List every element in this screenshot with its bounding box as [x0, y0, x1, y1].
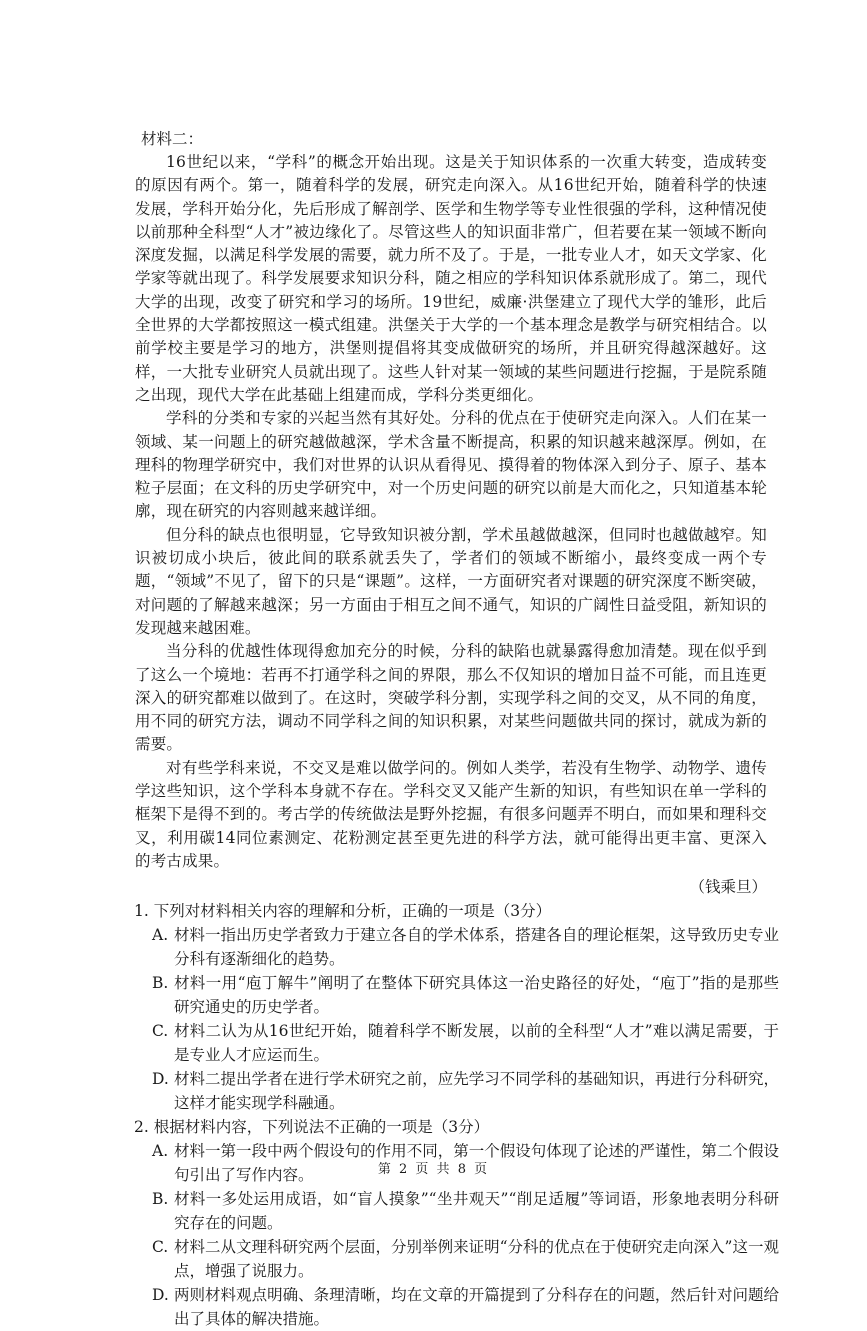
- option-text: 材料一指出历史学者致力于建立各自的学术体系，搭建各自的理论框架，这导致历史专业分科有逐渐细化的趋势。: [174, 926, 779, 969]
- option-text: 材料二认为从16世纪开始，随着科学不断发展，以前的全科型“人才”难以满足需要，于是专业人才应运而生。: [174, 1022, 779, 1065]
- option-letter: D.: [152, 1286, 169, 1305]
- option-letter: A.: [152, 1142, 169, 1161]
- page-footer: 第 2 页 共 8 页: [377, 1162, 490, 1177]
- question-1-option-d: [152, 1067, 779, 1115]
- option-text: 材料一用“庖丁解牛”阐明了在整体下研究具体这一治史路径的好处，“庖丁”指的是那些研究通史的历史学者。: [174, 974, 779, 1017]
- question-2-option-b: [152, 1187, 779, 1235]
- option-text: 材料二从文理科研究两个层面，分别举例来证明“分科的优点在于使研究走向深入”这一观点，增强了说服力。: [174, 1238, 779, 1281]
- question-1: [134, 899, 779, 1115]
- question-2: [134, 1115, 779, 1331]
- question-1-stem: 1. 下列对材料相关内容的理解和分析，正确的一项是（3分）: [134, 902, 552, 921]
- option-letter: C.: [152, 1238, 169, 1257]
- material-paragraph-1: 16世纪以来，“学科”的概念开始出现。这是关于知识体系的一次重大转变，造成转变的原因有两个。第一，随着科学的发展，研究走向深入。从16世纪开始，随着科学的快速发展，学科开始分化，先后形成了解剖学、医学和生物学等专业性很强的学科，这种情况使以前那种全科型“人才”被边缘化了。尽管这些人的知识面非常广，但若要在某一领域不断向深度发掘，以满足科学发展的需要，就力所不及了。于是，一批专业人才，如天文学家、化学家等就出现了。科学发展要求知识分科，随之相应的学科知识体系就形成了。第二，现代大学的出现，改变了研究和学习的场所。19世纪，威廉·洪堡建立了现代大学的雏形，此后全世界的大学都按照这一模式组建。洪堡关于大学的一个基本理念是教学与研究相结合。以前学校主要是学习的地方，洪堡则提倡将其变成做研究的场所，并且研究得越深越好。这样，一大批专业研究人员就出现了。这些人针对某一领域的某些问题进行挖掘，于是院系随之出现，现代大学在此基础上组建而成，学科分类更细化。: [135, 153, 767, 404]
- option-letter: B.: [152, 974, 169, 993]
- question-1-option-c: [152, 1019, 779, 1067]
- option-text: 材料二提出学者在进行学术研究之前，应先学习不同学科的基础知识，再进行分科研究，这样才能实现学科融通。: [174, 1070, 779, 1113]
- question-2-stem: 2. 根据材料内容，下列说法不正确的一项是（3分）: [134, 1118, 490, 1137]
- option-letter: D.: [152, 1070, 169, 1089]
- option-text: 材料一第一段中两个假设句的作用不同，第一个假设句体现了论述的严谨性，第二个假设句引出了写作内容。: [174, 1142, 779, 1185]
- question-1-option-b: [152, 971, 779, 1019]
- material-title: 材料二：: [141, 130, 204, 148]
- author-attribution: （钱乘旦）: [689, 878, 767, 897]
- material-paragraph-4: 当分科的优越性体现得愈加充分的时候，分科的缺陷也就暴露得愈加清楚。现在似乎到了这么一个境地：若再不打通学科之间的界限，那么不仅知识的增加日益不可能，而且连更深入的研究都难以做到了。在这时，突破学科分割，实现学科之间的交叉，从不同的角度，用不同的研究方法，调动不同学科之间的知识积累，对某些问题做共同的探讨，就成为新的需要。: [135, 642, 767, 754]
- question-2-option-c: [152, 1235, 779, 1283]
- option-text: 两则材料观点明确、条理清晰，均在文章的开篇提到了分科存在的问题，然后针对问题给出了具体的解决措施。: [174, 1286, 779, 1329]
- material-paragraph-3: 但分科的缺点也很明显，它导致知识被分割，学术虽越做越深，但同时也越做越窄。知识被切成小块后，彼此间的联系就丢失了，学者们的领域不断缩小，最终变成一两个专题，“领域”不见了，留下的只是“课题”。这样，一方面研究者对课题的研究深度不断突破，对问题的了解越来越深；另一方面由于相互之间不通气，知识的广阔性日益受阻，新知识的发现越来越困难。: [135, 525, 767, 637]
- option-letter: A.: [152, 926, 169, 945]
- question-2-option-d: [152, 1283, 779, 1331]
- material-paragraph-2: 学科的分类和专家的兴起当然有其好处。分科的优点在于使研究走向深入。人们在某一领域、某一问题上的研究越做越深，学术含量不断提高，积累的知识越来越深厚。例如，在理科的物理学研究中，我们对世界的认识从看得见、摸得着的物体深入到分子、原子、基本粒子层面；在文科的历史学研究中，对一个历史问题的研究以前是大而化之，只知道基本轮廓，现在研究的内容则越来越详细。: [135, 409, 767, 521]
- option-letter: B.: [152, 1190, 169, 1209]
- option-letter: C.: [152, 1022, 169, 1041]
- question-1-option-a: [152, 923, 779, 971]
- option-text: 材料一多处运用成语，如“盲人摸象”“坐井观天”“削足适履”等词语，形象地表明分科研究存在的问题。: [174, 1190, 779, 1233]
- material-paragraph-5: 对有些学科来说，不交叉是难以做学问的。例如人类学，若没有生物学、动物学、遗传学这些知识，这个学科本身就不存在。学科交叉又能产生新的知识，有些知识在单一学科的框架下是得不到的。考古学的传统做法是野外挖掘，有很多问题弄不明白，而如果和理科交叉，利用碳14同位素测定、花粉测定甚至更先进的科学方法，就可能得出更丰富、更深入的考古成果。: [135, 758, 767, 870]
